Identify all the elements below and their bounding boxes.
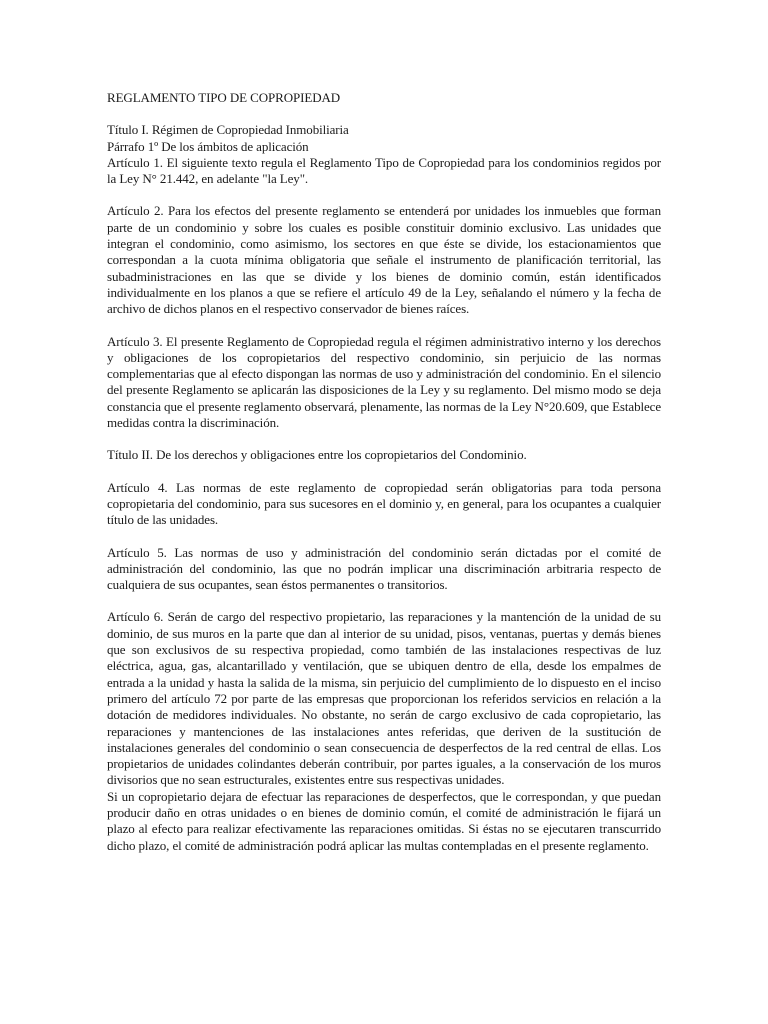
articulo-6-second-paragraph: Si un copropietario dejara de efectuar las reparaciones de desperfectos, que le correspondan, y que puedan producir daño en otras unidades o en bienes de dominio común, el comité de administración le fijará un plazo al efecto para realizar efectivamente las reparaciones omitidas. Si éstas no se ejecutaren transcurrido dicho plazo, el comité de administración podrá aplicar las multas contempladas en el presente reglamento. — [107, 788, 661, 853]
articulo-3: Artículo 3. El presente Reglamento de Copropiedad regula el régimen administrativo interno y los derechos y obligaciones de los copropietarios del respectivo condominio, sin perjuicio de las normas complementarias que al efecto dispongan las normas de uso y administración del condominio. En el silencio del presente Reglamento se aplicarán las disposiciones de la Ley y su reglamento. Del mismo modo se deja constancia que el presente reglamento observará, plenamente, las normas de la Ley N°20.609, que Establece medidas contra la discriminación. — [107, 333, 661, 431]
document-page — [107, 90, 661, 870]
articulo-6: Artículo 6. Serán de cargo del respectivo propietario, las reparaciones y la mantención de la unidad de su dominio, de sus muros en la parte que dan al interior de su unidad, pisos, ventanas, puertas y demás bienes que son exclusivos de su respectiva propiedad, como también de las instalaciones respectivas de luz eléctrica, agua, gas, alcantarillado y ventilación, que se ubiquen dentro de ella, desde los empalmes de entrada a la unidad y hasta la salida de la misma, sin perjuicio del cumplimiento de lo dispuesto en el inciso primero del artículo 72 por parte de las empresas que proporcionan los referidos servicios en relación a la dotación de medidores individuales. No obstante, no serán de cargo exclusivo de cada copropietario, las reparaciones y mantenciones de las instalaciones antes referidas, que deriven de la sustitución de instalaciones generales del condominio o sean consecuencia de desperfectos de la red central de ellas. Los propietarios de unidades colindantes deberán contribuir, por partes iguales, a la conservación de los muros divisorios que no sean estructurales, existentes entre sus respectivas unidades. — [107, 609, 661, 788]
titulo-1-heading: Título I. Régimen de Copropiedad Inmobiliaria — [107, 122, 349, 138]
titulo-2-heading: Título II. De los derechos y obligaciones entre los copropietarios del Condominio. — [107, 447, 527, 463]
document-title: REGLAMENTO TIPO DE COPROPIEDAD — [107, 90, 341, 105]
articulo-2: Artículo 2. Para los efectos del presente reglamento se entenderá por unidades los inmuebles que forman parte de un condominio y sobre los cuales es posible constituir dominio exclusivo. Las unidades que integran el condominio, como asimismo, los sectores en que éste se divide, los estacionamientos que correspondan a la cuota mínima obligatoria que señale el instrumento de planificación territorial, las subadministraciones en las que se divide y los bienes de dominio común, están identificados individualmente en los planos a que se refiere el artículo 49 de la Ley, señalando el número y la fecha de archivo de dichos planos en el respectivo conservador de bienes raíces. — [107, 203, 661, 317]
articulo-5: Artículo 5. Las normas de uso y administración del condominio serán dictadas por el comité de administración del condominio, las que no podrán implicar una discriminación arbitraria respecto de cualquiera de sus ocupantes, sean éstos permanentes o transitorios. — [107, 544, 661, 593]
parrafo-1-heading: Párrafo 1º De los ámbitos de aplicación — [107, 138, 309, 154]
articulo-4: Artículo 4. Las normas de este reglamento de copropiedad serán obligatorias para toda persona copropietaria del condominio, para sus sucesores en el dominio y, en general, para los ocupantes a cualquier título de las unidades. — [107, 479, 661, 528]
articulo-1: Artículo 1. El siguiente texto regula el Reglamento Tipo de Copropiedad para los condominios regidos por la Ley N° 21.442, en adelante "la Ley". — [107, 154, 661, 187]
